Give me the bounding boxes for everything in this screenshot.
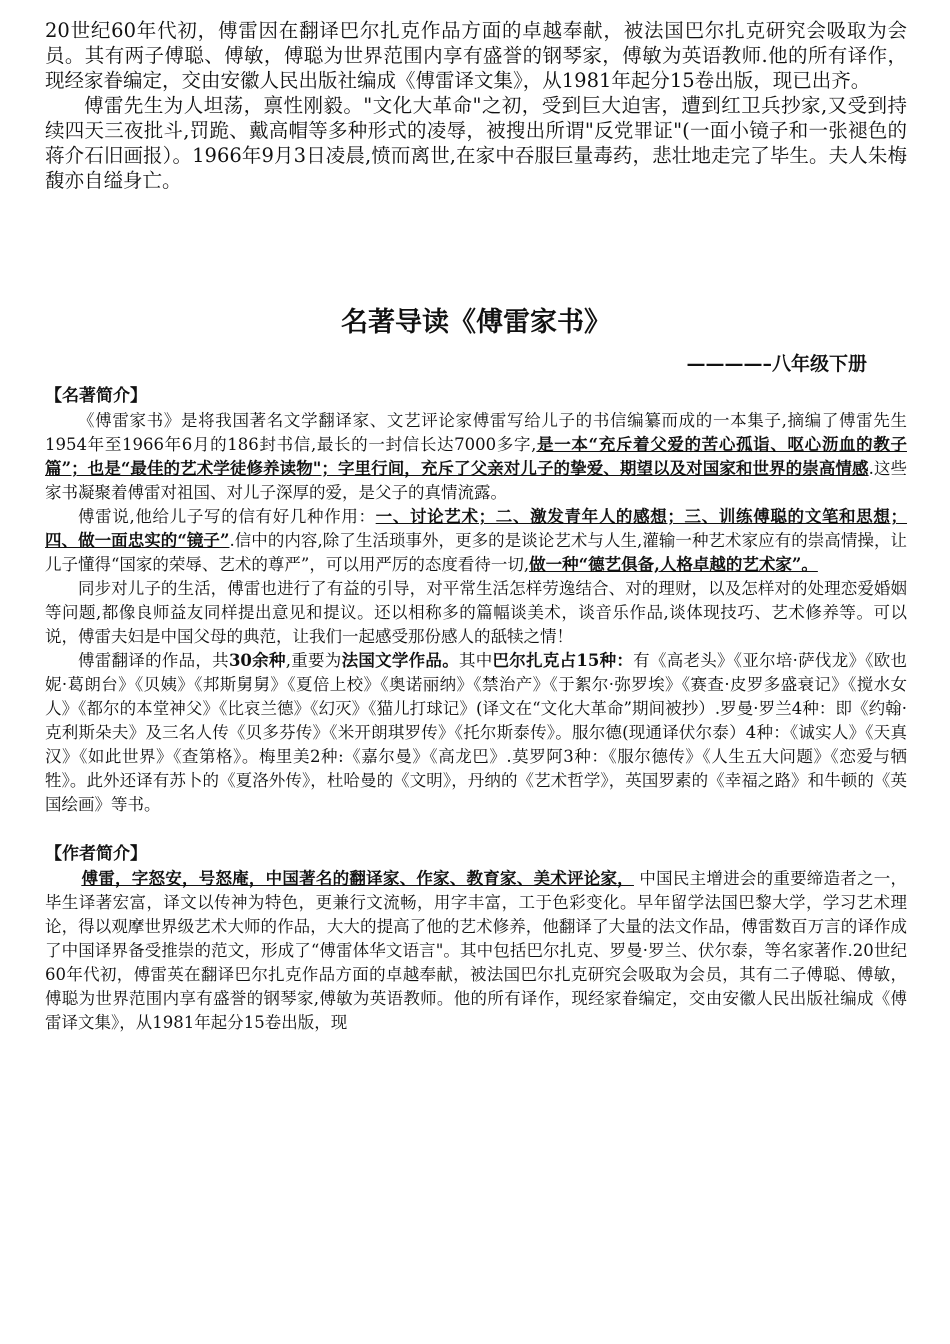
book-intro-paragraph-4: 傅雷翻译的作品，共30余种,重要为法国文学作品。其中巴尔扎克占15种：有《高老头》《亚尔培·萨伐龙》《欧也妮·葛朗台》《贝姨》《邦斯舅舅》《夏倍上校》《奥诺丽纳》《禁治产》《于絮尔·弥罗埃》《赛查·皮罗多盛衰记》《搅水女人》《都尔的本堂神父》《比哀兰德》《幻灭》《猫儿打球记》(译文在“文化大革命”期间被抄）.罗曼·罗兰4种：即《约翰·克利斯朵夫》及三名人传《贝多芬传》《米开朗琪罗传》《托尔斯泰传》。服尔德(现通译伏尔泰）4种：《诚实人》《天真汉》《如此世界》《查第格》。梅里美2种:《嘉尔曼》《高龙巴》.莫罗阿3种：《服尔德传》《人生五大问题》《恋爱与牺牲》。此外还译有苏卜的《夏洛外传》，杜哈曼的《文明》，丹纳的《艺术哲学》，英国罗素的《幸福之路》和牛顿的《英国绘画》等书。 [45,651,908,814]
main-body [45,383,907,1035]
highlight-text: 傅雷，字怒安，号怒庵，中国著名的翻译家、作家、教育家、美术评论家， [81,869,634,888]
page-subtitle: ————–八年级下册 [686,353,867,375]
author-intro-paragraph-1: 傅雷，字怒安，号怒庵，中国著名的翻译家、作家、教育家、美术评论家， 中国民主增进会的重要缔造者之一，毕生译著宏富，译文以传神为特色，更兼行文流畅，用字丰富，工于色彩变化。早年留学法国巴黎大学，学习艺术理论，得以观摩世界级艺术大师的作品，大大的提高了他的艺术修养，他翻译了大量的法文作品，傅雷数百万言的译作成了中国译界备受推崇的范文，形成了“傅雷体华文语言"。其中包括巴尔扎克、罗曼·罗兰、伏尔泰，等名家著作.20世纪60年代初，傅雷英在翻译巴尔扎克作品方面的卓越奉献，被法国巴尔扎克研究会吸取为会员，其有二子傅聪、傅敏，傅聪为世界范围内享有盛誉的钢琴家,傅敏为英语教师。他的所有译作，现经家眷编定，交由安徽人民出版社编成《傅雷译文集》，从1981年起分15卷出版，现 [45,869,908,1032]
document-page [45,18,907,1035]
highlight-text: 一、讨论艺术；二、激发青年人的感想；三、训练傅聪的文笔和思想；四、做一面忠实的“镜子” [45,507,908,550]
book-intro-paragraph-1: 《傅雷家书》是将我国著名文学翻译家、文艺评论家傅雷写给儿子的书信编纂而成的一本集子,摘编了傅雷先生1954年至1966年6月的186封书信,最长的一封信长达7000多字,是一本“充斥着父爱的苦心孤诣、呕心沥血的教子篇”；也是“最佳的艺术学徒修养读物"；字里行间，充斥了父亲对儿子的挚爱、期望以及对国家和世界的崇高情感.这些家书凝聚着傅雷对祖国、对儿子深厚的爱，是父子的真情流露。 [45,411,908,502]
book-intro-paragraph-2: 傅雷说,他给儿子写的信有好几种作用：一、讨论艺术；二、激发青年人的感想；三、训练傅聪的文笔和思想；四、做一面忠实的“镜子”.信中的内容,除了生活琐事外，更多的是谈论艺术与人生,灌输一种艺术家应有的崇高情操，让儿子懂得“国家的荣辱、艺术的尊严”，可以用严厉的态度看待一切,做一种“德艺俱备,人格卓越的艺术家”。 [45,507,908,574]
page-title: 名著导读《傅雷家书》 [341,307,611,338]
section-heading-book-intro: 【名著简介】 [45,386,147,406]
top-paragraph-1: 20世纪60年代初，傅雷因在翻译巴尔扎克作品方面的卓越奉献，被法国巴尔扎克研究会吸取为会员。其有两子傅聪、傅敏，傅聪为世界范围内享有盛誉的钢琴家，傅敏为英语教师.他的所有译作，现经家眷编定，交由安徽人民出版社编成《傅雷译文集》，从1981年起分15卷出版，现已出齐。 [45,19,907,92]
highlight-text: 做一种“德艺俱备,人格卓越的艺术家”。 [529,555,818,574]
book-intro-paragraph-3: 同步对儿子的生活，傅雷也进行了有益的引导，对平常生活怎样劳逸结合、对的理财，以及怎样对的处理恋爱婚姻等问题,都像良师益友同样提出意见和提议。还以相称多的篇幅谈美术，谈音乐作品,谈体现技巧、艺术修养等。可以说，傅雷夫妇是中国父母的典范，让我们一起感受那份感人的舐犊之情！ [45,579,907,646]
top-paragraph-2: 傅雷先生为人坦荡，禀性刚毅。"文化大革命"之初，受到巨大迫害，遭到红卫兵抄家,又受到持续四天三夜批斗,罚跪、戴高帽等多种形式的凌辱，被搜出所谓"反党罪证"(一面小镜子和一张褪色的蒋介石旧画报）。1966年9月3日凌晨,愤而离世,在家中吞服巨量毒药，悲壮地走完了毕生。夫人朱梅馥亦自缢身亡。 [45,94,907,192]
blank-gap [45,193,907,303]
top-section [45,18,907,193]
highlight-text: 是一本“充斥着父爱的苦心孤诣、呕心沥血的教子篇”；也是“最佳的艺术学徒修养读物"；字里行间，充斥了父亲对儿子的挚爱、期望以及对国家和世界的崇高情感 [45,435,907,478]
section-heading-author-intro: 【作者简介】 [45,844,147,864]
